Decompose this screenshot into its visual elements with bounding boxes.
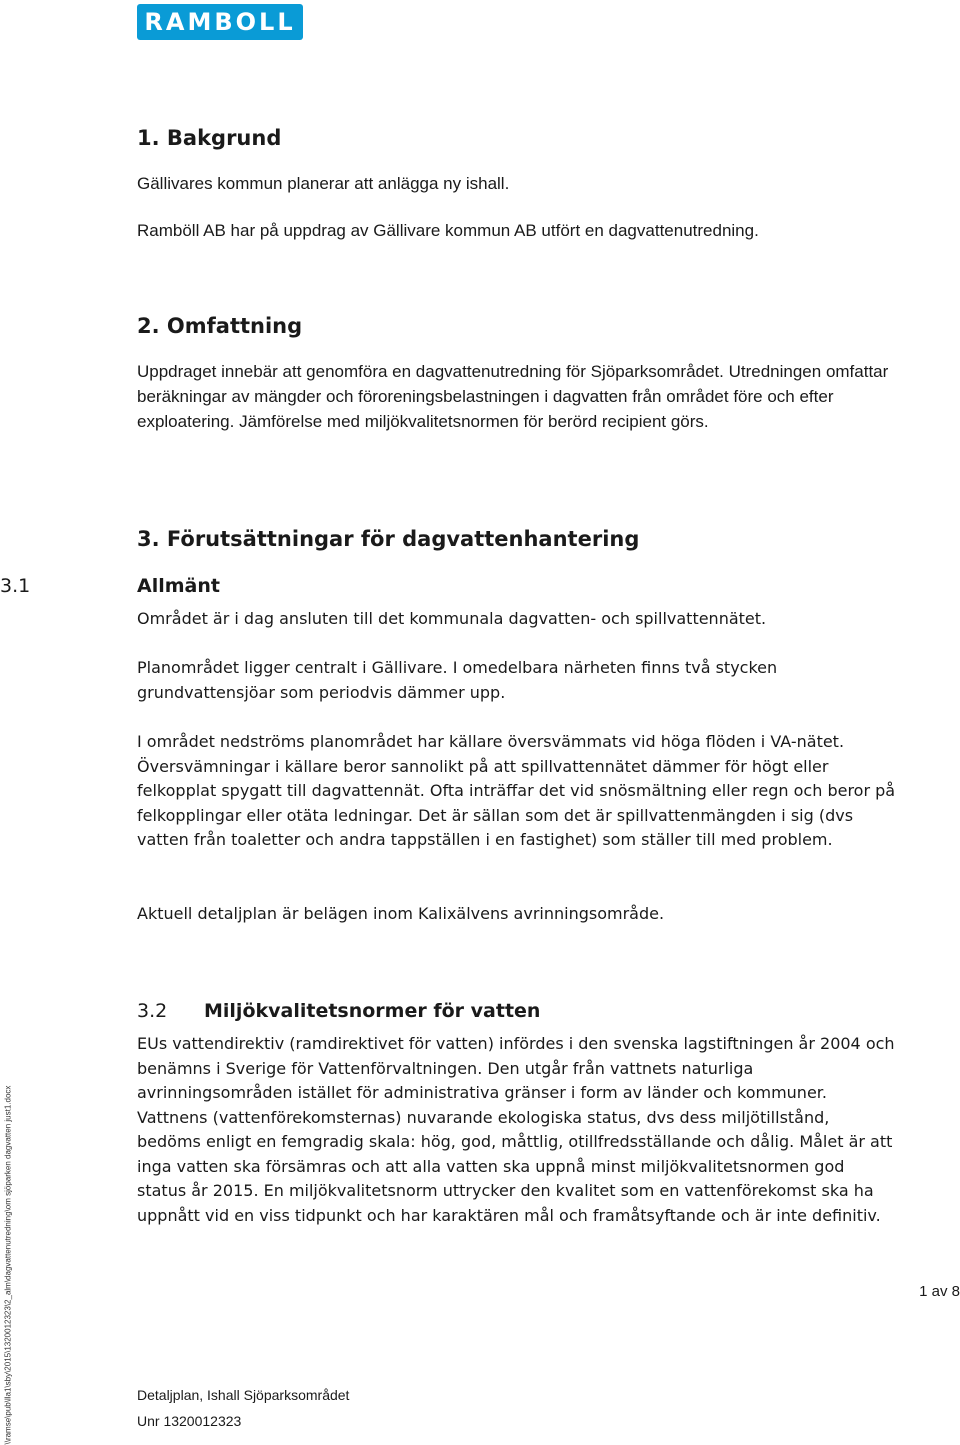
paragraph-mkn: EUs vattendirektiv (ramdirektivet för vatten) infördes i den svenska lagstiftningen år 2004 och benämns i Sverige för Vattenförvaltningen. Den utgår från vattnets naturliga avrinningsområden istället för administrativa gränser i form av länder och kommuner. Vattnens (vattenförekomsternas) nuvarande ekologiska status, dvs dess miljötillstånd, bedöms enligt en femgradig skala: hög, god, måttlig, otillfredsställande och dålig. Målet är att inga vatten ska försämras och att alla vatten ska uppnå minst miljökvalitetsnormen god status år 2015. En miljökvalitetsnorm uttrycker den kvalitet som en vattenförekomst ska ha uppnått vid en viss tidpunkt och har karaktären mål och framåtsyftande och är inte definitiv. <box>137 1034 895 1225</box>
heading-bakgrund: 1. Bakgrund <box>137 126 282 150</box>
page-indicator: 1 av 8 <box>919 1283 960 1300</box>
paragraph-bakgrund-2: Ramböll AB har på uppdrag av Gällivare kommun AB utfört en dagvattenutredning. <box>137 221 759 240</box>
ramboll-logo: RAMBOLL <box>137 4 303 40</box>
paragraph-omfattning: Uppdraget innebär att genomföra en dagvattenutredning för Sjöparksområdet. Utredningen omfattar beräkningar av mängder och föroreningsbelastningen i dagvatten från området före och efter exploatering. Jämförelse med miljökvalitetsnormen för berörd recipient görs. <box>137 362 889 431</box>
heading-omfattning: 2. Omfattning <box>137 314 303 338</box>
subheading-allmant: Allmänt <box>137 575 220 597</box>
footer-unr: Unr 1320012323 <box>137 1413 242 1429</box>
footer-doc-title: Detaljplan, Ishall Sjöparksområdet <box>137 1387 350 1403</box>
paragraph-allmant-3: I området nedströms planområdet har källare översvämmats vid höga flöden i VA-nätet. Översvämningar i källare beror sannolikt på att spillvattennätet dämmer för högt eller felkopplat spygatt till dagvattennät. Ofta inträffar det vid snösmältning eller regn och beror på felkopplingar eller otäta ledningar. Det är sällan som det är spillvattenmängden i sig (dvs vatten från toaletter och andra tappställen i en fastighet) som ställer till med problem. <box>137 732 896 849</box>
subheading-mkn: Miljökvalitetsnormer för vatten <box>204 1000 541 1022</box>
paragraph-allmant-1: Området är i dag ansluten till det kommunala dagvatten- och spillvattennätet. <box>137 609 767 628</box>
heading-forutsattningar: 3. Förutsättningar för dagvattenhantering <box>137 527 640 551</box>
paragraph-allmant-4: Aktuell detaljplan är belägen inom Kalixälvens avrinningsområde. <box>137 904 665 923</box>
side-file-path: \\ramse\pub\lla1\sby\2015\1320012323\2_alm\dagvattenutredning\om sjöparken dagvatten just1.docx <box>3 1085 13 1445</box>
subheading-mkn-number: 3.2 <box>137 1000 168 1022</box>
paragraph-allmant-2: Planområdet ligger centralt i Gällivare. I omedelbara närheten finns två stycken grundvattensjöar som periodvis dämmer upp. <box>137 658 778 702</box>
subheading-number: 3.1 <box>0 575 31 597</box>
paragraph-bakgrund-1: Gällivares kommun planerar att anlägga ny ishall. <box>137 174 510 193</box>
